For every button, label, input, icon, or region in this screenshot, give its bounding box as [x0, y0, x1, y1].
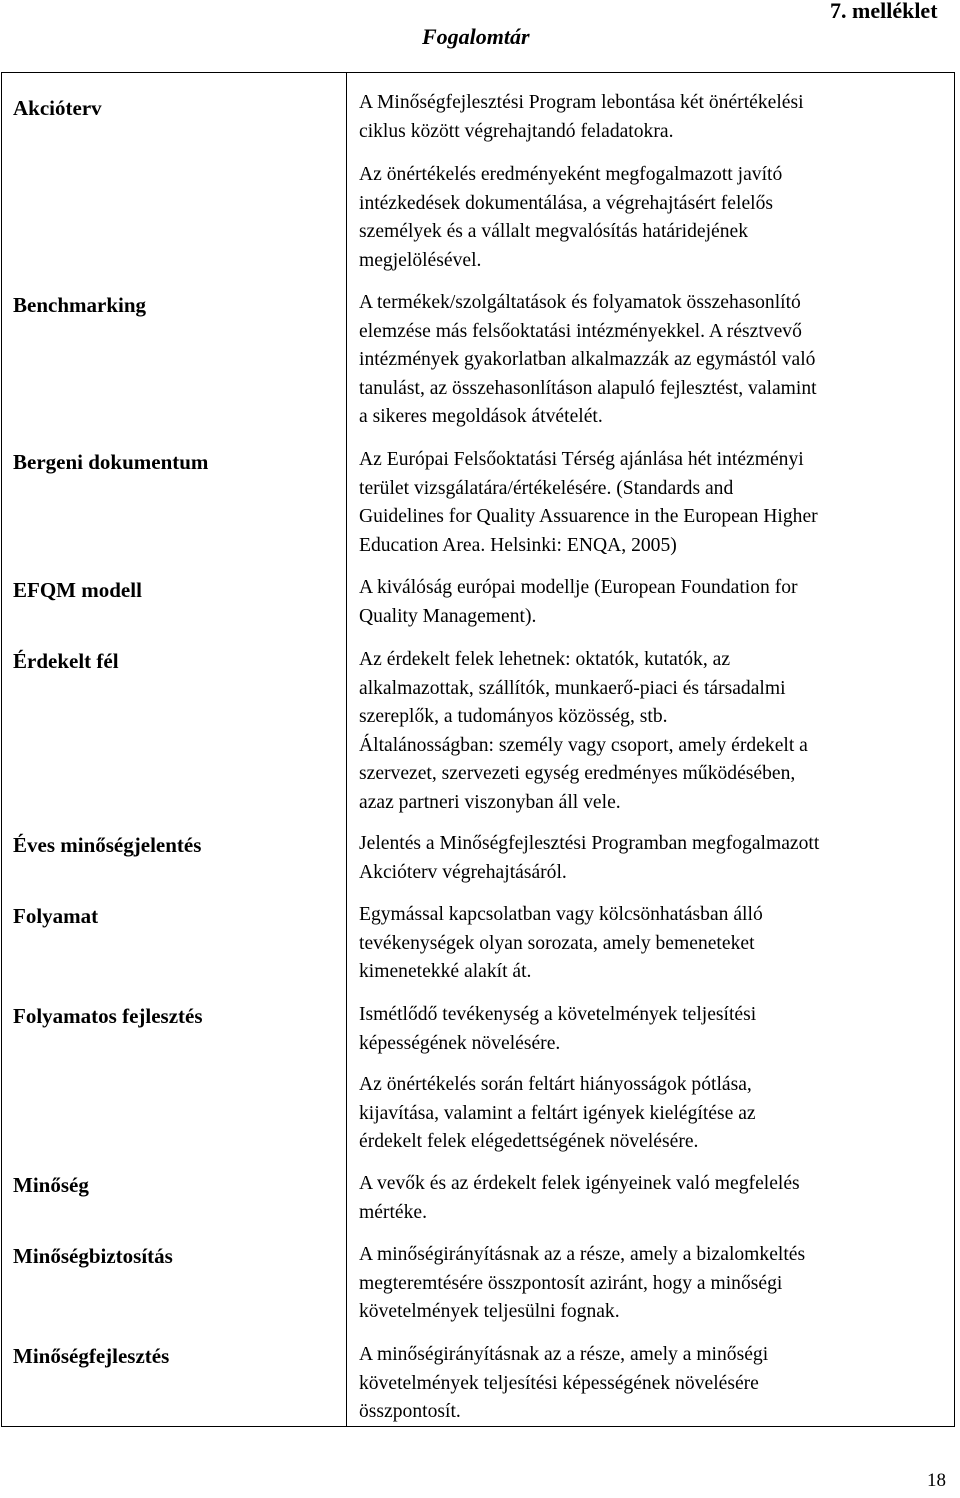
glossary-definition	[359, 1071, 949, 1157]
definition-line: A minőségirányításnak az a része, amely a bizalomkeltés	[359, 1244, 806, 1265]
glossary-definition	[359, 830, 949, 887]
definition-line: megjelölésével.	[359, 249, 482, 271]
definition-line: képességének növelésére.	[359, 1032, 561, 1054]
definition-line: Quality Management).	[359, 605, 537, 627]
definition-line: szervezet, szervezeti egység eredményes működésében,	[359, 763, 796, 785]
glossary-term: Minőség	[13, 1173, 89, 1197]
definition-line: Az önértékelés eredményeként megfogalmazott javító	[359, 164, 783, 185]
glossary-definition	[359, 901, 949, 987]
definition-line: érdekelt felek elégedettségének növelésére.	[359, 1131, 699, 1153]
glossary-definition	[359, 574, 949, 631]
glossary-definition	[359, 89, 949, 146]
definition-line: A Minőségfejlesztési Program lebontása két önértékelési	[359, 92, 804, 113]
glossary-definition	[359, 1341, 949, 1427]
column-divider	[346, 73, 347, 1426]
definition-line: kijavítása, valamint a feltárt igények kielégítése az	[359, 1102, 756, 1124]
page-title: Fogalomtár	[422, 24, 530, 49]
definition-line: terület vizsgálatára/értékelésére. (Standards and	[359, 477, 734, 499]
glossary-term: Minőségbiztosítás	[13, 1244, 173, 1268]
definition-line: A minőségirányításnak az a része, amely a minőségi	[359, 1344, 769, 1365]
glossary-term: Folyamat	[13, 904, 99, 928]
definition-line: követelmények teljesülni fognak.	[359, 1301, 620, 1323]
annex-label: 7. melléklet	[830, 0, 938, 23]
definition-line: személyek és a vállalt megvalósítás határidejének	[359, 221, 748, 243]
definition-line: tevékenységek olyan sorozata, amely bemeneteket	[359, 932, 755, 954]
definition-line: elemzése más felsőoktatási intézményekkel. A résztvevő	[359, 320, 802, 342]
definition-line: alkalmazottak, szállítók, munkaerő-piaci és társadalmi	[359, 677, 786, 699]
definition-line: Akcióterv végrehajtásáról.	[359, 861, 567, 883]
definition-line: a sikeres megoldások átvételét.	[359, 406, 603, 428]
glossary-table	[1, 72, 955, 1427]
definition-line: összpontosít.	[359, 1401, 461, 1423]
definition-line: intézkedések dokumentálása, a végrehajtásért felelős	[359, 192, 774, 214]
definition-line: szereplők, a tudományos közösség, stb.	[359, 706, 668, 728]
definition-line: intézmények gyakorlatban alkalmazzák az egymástól való	[359, 349, 816, 371]
glossary-definition	[359, 289, 949, 432]
definition-line: Guidelines for Quality Assuarence in the European Higher	[359, 506, 818, 528]
definition-line: A termékek/szolgáltatások és folyamatok összehasonlító	[359, 292, 801, 313]
definition-line: ciklus között végrehajtandó feladatokra.	[359, 120, 674, 142]
definition-line: követelmények teljesítési képességének növelésére	[359, 1372, 759, 1394]
glossary-term: Folyamatos fejlesztés	[13, 1004, 203, 1028]
glossary-definition	[359, 1170, 949, 1227]
definition-line: A kiválóság európai modellje (European Foundation for	[359, 577, 798, 598]
glossary-term: Bergeni dokumentum	[13, 450, 209, 474]
definition-line: Jelentés a Minőségfejlesztési Programban megfogalmazott	[359, 833, 820, 854]
glossary-term: Éves minőségjelentés	[13, 833, 202, 857]
glossary-term: EFQM modell	[13, 578, 142, 602]
definition-line: Általánosságban: személy vagy csoport, amely érdekelt a	[359, 734, 808, 756]
glossary-term: Benchmarking	[13, 293, 147, 317]
glossary-term: Akcióterv	[13, 96, 102, 120]
definition-line: azaz partneri viszonyban áll vele.	[359, 791, 621, 813]
definition-line: A vevők és az érdekelt felek igényeinek való megfelelés	[359, 1173, 800, 1194]
definition-line: Az önértékelés során feltárt hiányosságok pótlása,	[359, 1074, 752, 1095]
glossary-term: Érdekelt fél	[13, 649, 119, 673]
glossary-definition	[359, 1001, 949, 1058]
definition-line: Ismétlődő tevékenység a követelmények teljesítési	[359, 1004, 757, 1025]
definition-line: megteremtésére összpontosít aziránt, hogy a minőségi	[359, 1272, 783, 1294]
definition-line: mértéke.	[359, 1201, 427, 1223]
definition-line: Az érdekelt felek lehetnek: oktatók, kutatók, az	[359, 649, 731, 670]
definition-line: Education Area. Helsinki: ENQA, 2005)	[359, 534, 677, 556]
glossary-definition	[359, 161, 949, 275]
glossary-definition	[359, 446, 949, 560]
page-number: 18	[927, 1470, 946, 1491]
glossary-definition	[359, 646, 949, 818]
definition-line: kimenetekké alakít át.	[359, 961, 532, 983]
definition-line: tanulást, az összehasonlításon alapuló fejlesztést, valamint	[359, 377, 817, 399]
glossary-definition	[359, 1241, 949, 1327]
glossary-term: Minőségfejlesztés	[13, 1344, 170, 1368]
definition-line: Egymással kapcsolatban vagy kölcsönhatásban álló	[359, 904, 763, 925]
definition-line: Az Európai Felsőoktatási Térség ajánlása hét intézményi	[359, 449, 804, 470]
